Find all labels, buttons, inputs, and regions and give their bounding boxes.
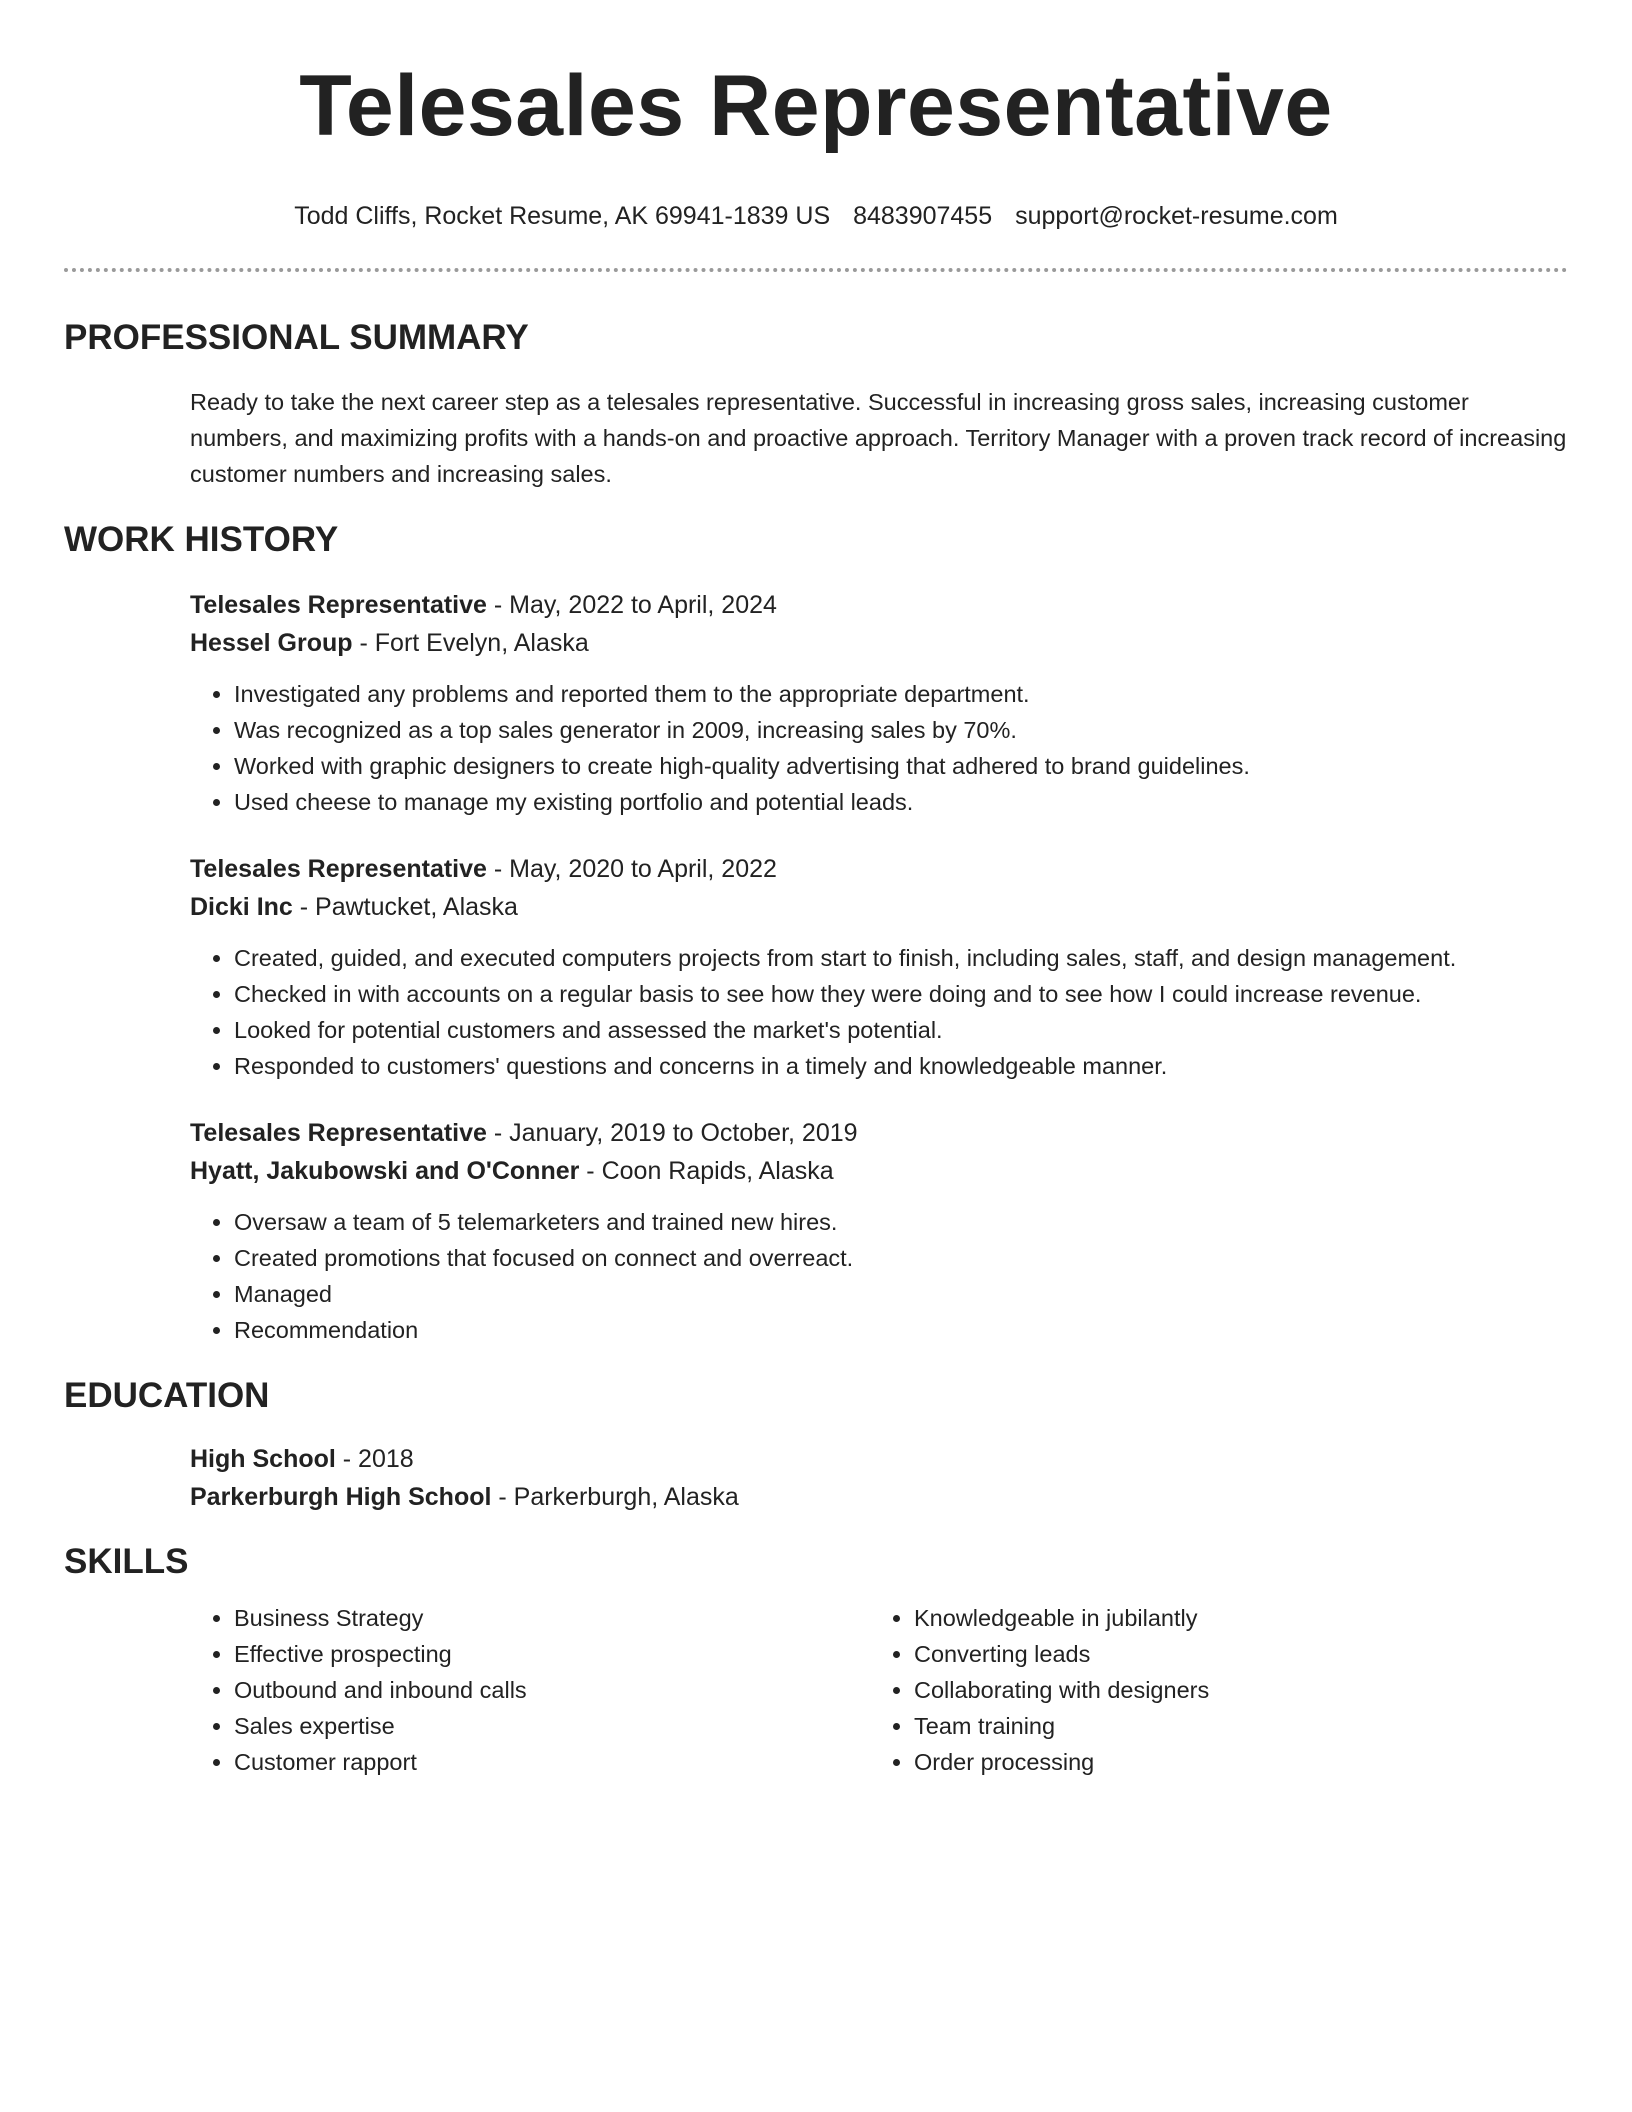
job-bullet: • Recommendation	[234, 1312, 1568, 1348]
job-bullet: • Looked for potential customers and assessed the market's potential.	[234, 1012, 1568, 1048]
job-bullet: • Investigated any problems and reported them to the appropriate department.	[234, 676, 1568, 712]
job-role: Telesales Representative	[190, 1119, 487, 1147]
header-divider	[64, 268, 1568, 272]
skills-heading: SKILLS	[64, 1542, 189, 1581]
job-bullets	[190, 676, 1568, 820]
education-degree: High School	[190, 1445, 336, 1473]
job-dates: - January, 2019 to October, 2019	[486, 1119, 858, 1147]
education-entry	[190, 1440, 1568, 1516]
job-role: Telesales Representative	[190, 855, 487, 883]
job-company-line	[190, 888, 1568, 926]
job-bullet: • Created promotions that focused on connect and overreact.	[234, 1240, 1568, 1276]
summary-heading: PROFESSIONAL SUMMARY	[64, 318, 529, 357]
job-title-line	[190, 1114, 1568, 1152]
resume-name: Telesales Representative	[299, 58, 1333, 154]
skill-item: • Knowledgeable in jubilantly	[914, 1600, 1550, 1636]
skill-item: • Collaborating with designers	[914, 1672, 1550, 1708]
job-bullet: • Worked with graphic designers to create high-quality advertising that adhered to brand guidelines.	[234, 748, 1568, 784]
job-dates: - May, 2020 to April, 2022	[486, 855, 777, 883]
skill-item: • Outbound and inbound calls	[234, 1672, 870, 1708]
contact-phone: 8483907455	[853, 202, 993, 230]
skills-column-right	[870, 1600, 1550, 1780]
job-location: - Coon Rapids, Alaska	[579, 1157, 834, 1185]
job-dates: - May, 2022 to April, 2024	[486, 591, 777, 619]
education-location: - Parkerburgh, Alaska	[491, 1483, 739, 1511]
job-bullet: • Created, guided, and executed computers projects from start to finish, including sales, staff, and design management.	[234, 940, 1568, 976]
resume-page	[64, 0, 1568, 1780]
education-school-line	[190, 1478, 1568, 1516]
job-entry	[190, 586, 1568, 820]
education-year: - 2018	[335, 1445, 414, 1473]
skills-list	[190, 1600, 1568, 1780]
education-school: Parkerburgh High School	[190, 1483, 492, 1511]
skills-column-left	[190, 1600, 870, 1780]
contact-line	[64, 200, 1568, 232]
job-company-line	[190, 624, 1568, 662]
job-bullets	[190, 940, 1568, 1084]
job-entry	[190, 1114, 1568, 1348]
skill-item: • Customer rapport	[234, 1744, 870, 1780]
job-company: Hyatt, Jakubowski and O'Conner	[190, 1157, 580, 1185]
job-company: Hessel Group	[190, 629, 353, 657]
contact-address: Todd Cliffs, Rocket Resume, AK 69941-1839 US	[294, 202, 831, 230]
skill-item: • Team training	[914, 1708, 1550, 1744]
contact-email: support@rocket-resume.com	[1015, 202, 1338, 230]
job-role: Telesales Representative	[190, 591, 487, 619]
job-location: - Pawtucket, Alaska	[292, 893, 518, 921]
skill-item: • Business Strategy	[234, 1600, 870, 1636]
job-title-line	[190, 850, 1568, 888]
education-heading: EDUCATION	[64, 1376, 270, 1415]
job-bullet: • Used cheese to manage my existing portfolio and potential leads.	[234, 784, 1568, 820]
summary-text: Ready to take the next career step as a telesales representative. Successful in increasing gross sales, increasing customer numbers, and maximizing profits with a hands-on and proactive approach. Territory Manager with a proven track record of increasing customer numbers and increasing sales.	[190, 389, 1567, 487]
job-bullet: • Managed	[234, 1276, 1568, 1312]
job-bullets	[190, 1204, 1568, 1348]
skill-item: • Effective prospecting	[234, 1636, 870, 1672]
job-bullet: • Was recognized as a top sales generator in 2009, increasing sales by 70%.	[234, 712, 1568, 748]
job-company: Dicki Inc	[190, 893, 293, 921]
skill-item: • Converting leads	[914, 1636, 1550, 1672]
job-company-line	[190, 1152, 1568, 1190]
job-location: - Fort Evelyn, Alaska	[352, 629, 589, 657]
education-degree-line	[190, 1440, 1568, 1478]
job-entry	[190, 850, 1568, 1084]
job-bullet: • Oversaw a team of 5 telemarketers and trained new hires.	[234, 1204, 1568, 1240]
job-bullet: • Responded to customers' questions and concerns in a timely and knowledgeable manner.	[234, 1048, 1568, 1084]
skill-item: • Order processing	[914, 1744, 1550, 1780]
job-title-line	[190, 586, 1568, 624]
work-history-heading: WORK HISTORY	[64, 520, 339, 559]
skill-item: • Sales expertise	[234, 1708, 870, 1744]
job-bullet: • Checked in with accounts on a regular basis to see how they were doing and to see how I could increase revenue.	[234, 976, 1568, 1012]
